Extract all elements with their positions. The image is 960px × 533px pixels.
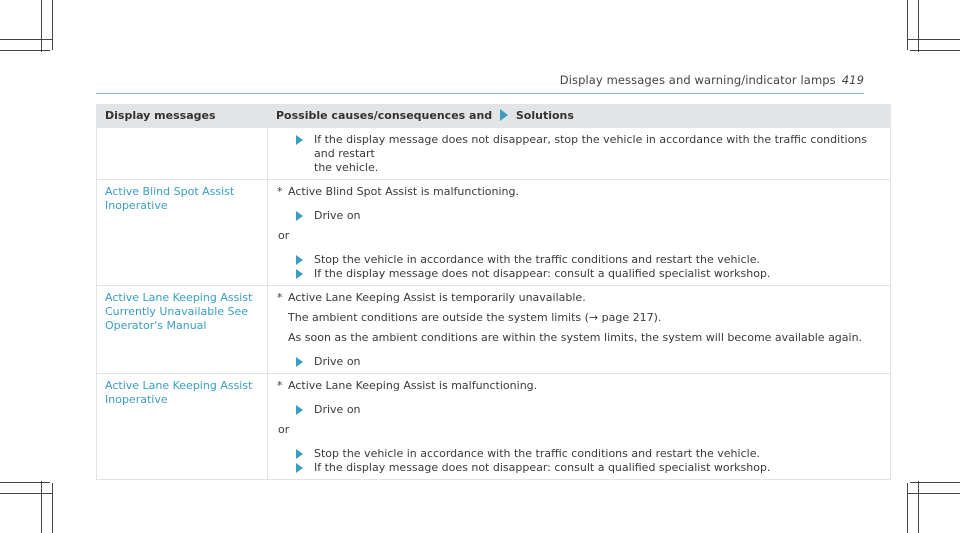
solution-step: If the display message does not disappear: consult a qualified specialist workshop. — [276, 267, 882, 281]
header-rule — [96, 93, 864, 94]
messages-table — [96, 104, 891, 480]
page-number: 419 — [841, 73, 864, 87]
crop-mark — [908, 39, 960, 40]
crop-mark — [910, 50, 960, 51]
running-header — [560, 73, 864, 87]
triangle-right-icon — [296, 449, 303, 459]
message-line: Active Blind Spot Assist — [105, 185, 235, 198]
message-cell — [97, 374, 268, 480]
triangle-right-icon — [296, 135, 303, 145]
triangle-right-icon — [296, 463, 303, 473]
solution-step: Drive on — [276, 403, 882, 417]
crop-mark — [907, 483, 908, 533]
message-line: Operator's Manual — [105, 319, 207, 332]
table-row — [97, 128, 891, 180]
crop-mark — [910, 482, 960, 483]
column-header-messages: Display messages — [97, 105, 268, 128]
column-header-causes — [268, 105, 891, 128]
message-line: Inoperative — [105, 199, 168, 212]
table-row — [97, 286, 891, 374]
info-paragraph: The ambient conditions are outside the system limits (→ page 217). — [288, 311, 662, 324]
crop-mark — [0, 39, 52, 40]
crop-mark — [41, 481, 42, 533]
message-cell — [97, 286, 268, 374]
triangle-right-icon — [296, 255, 303, 265]
solution-step: Stop the vehicle in accordance with the traffic conditions and restart the vehicle. — [276, 447, 882, 461]
solution-step: Drive on — [276, 209, 882, 223]
triangle-right-icon — [296, 211, 303, 221]
triangle-right-icon — [500, 109, 508, 121]
crop-mark — [0, 50, 50, 51]
crop-mark — [0, 493, 52, 494]
crop-mark — [41, 0, 42, 52]
cause-text: * Active Lane Keeping Assist is temporarily unavailable. — [277, 291, 586, 304]
cause-text: * Active Blind Spot Assist is malfunctioning. — [277, 185, 519, 198]
triangle-right-icon — [296, 405, 303, 415]
star-marker: * — [277, 291, 283, 304]
message-line: Currently Unavailable See — [105, 305, 249, 318]
message-line: Active Lane Keeping Assist — [105, 291, 253, 304]
crop-mark — [918, 481, 919, 533]
solution-step: Drive on — [276, 355, 882, 369]
message-line: Active Lane Keeping Assist — [105, 379, 253, 392]
table-row — [97, 374, 891, 480]
solution-step: If the display message does not disappear: consult a qualified specialist workshop. — [276, 461, 882, 475]
triangle-right-icon — [296, 357, 303, 367]
crop-mark — [918, 0, 919, 52]
crop-mark — [0, 482, 50, 483]
star-marker: * — [277, 379, 283, 392]
cause-text: * Active Lane Keeping Assist is malfunctioning. — [277, 379, 538, 392]
solution-cell — [268, 128, 891, 180]
crop-mark — [52, 0, 53, 50]
message-cell — [97, 180, 268, 286]
table-row — [97, 180, 891, 286]
solution-step: Stop the vehicle in accordance with the traffic conditions and restart the vehicle. — [276, 253, 882, 267]
solution-cell — [268, 286, 891, 374]
message-cell — [97, 128, 268, 180]
or-text: or — [278, 423, 290, 436]
message-line: Inoperative — [105, 393, 168, 406]
crop-mark — [908, 493, 960, 494]
solution-cell — [268, 374, 891, 480]
solution-cell — [268, 180, 891, 286]
info-paragraph: As soon as the ambient conditions are within the system limits, the system will become available again. — [288, 331, 863, 344]
table-header-row — [97, 105, 891, 128]
or-text: or — [278, 229, 290, 242]
solution-step: If the display message does not disappear, stop the vehicle in accordance with the traffic conditions and restart the vehicle. — [276, 133, 882, 175]
star-marker: * — [277, 185, 283, 198]
column-header-causes-label: Possible causes/consequences and — [276, 109, 493, 122]
crop-mark — [52, 483, 53, 533]
header-title: Display messages and warning/indicator lamps — [559, 73, 836, 87]
triangle-right-icon — [296, 269, 303, 279]
crop-mark — [907, 0, 908, 50]
column-header-solutions-label: Solutions — [515, 109, 574, 122]
